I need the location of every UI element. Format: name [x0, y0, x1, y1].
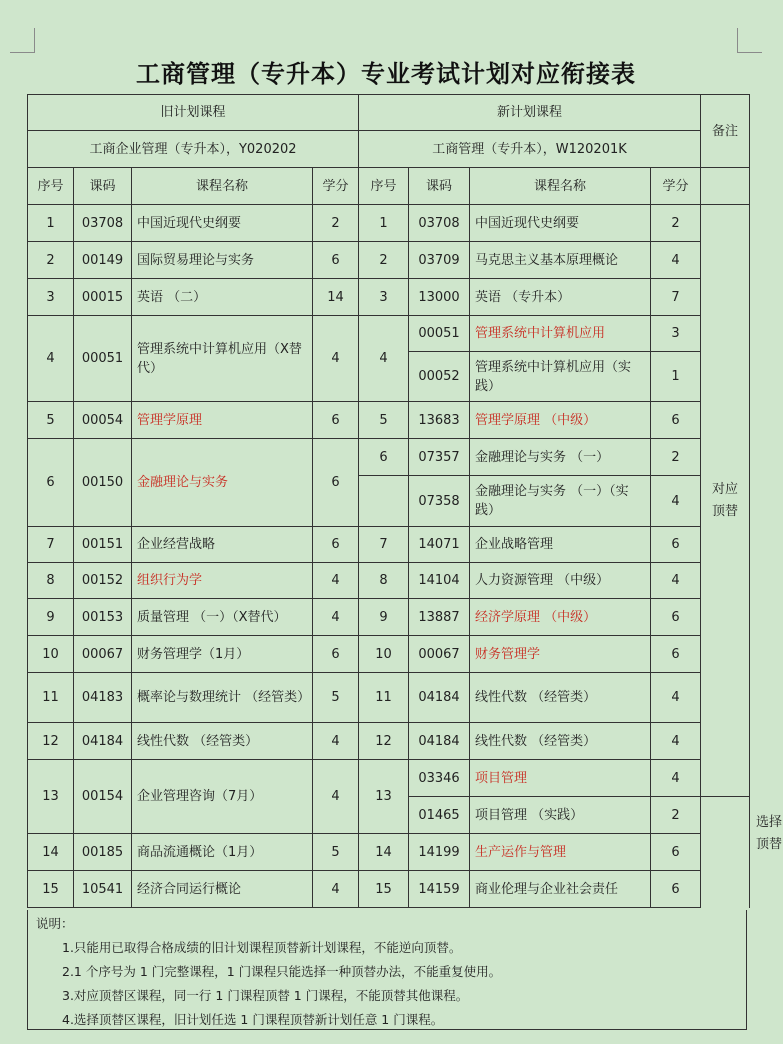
- new-course: 金融理论与实务 （一）（实践）: [470, 476, 651, 527]
- table-row: [28, 279, 750, 316]
- old-seq: 15: [28, 871, 74, 908]
- new-credit: 6: [651, 527, 701, 563]
- new-code: 07358: [409, 476, 470, 527]
- new-code: 03346: [409, 760, 470, 797]
- new-credit: 4: [651, 760, 701, 797]
- new-seq: 11: [359, 673, 409, 723]
- remark-replace: [701, 205, 750, 797]
- old-course: 国际贸易理论与实务: [132, 242, 313, 279]
- old-code: 00150: [74, 439, 132, 527]
- old-seq: 3: [28, 279, 74, 316]
- new-credit: 4: [651, 723, 701, 760]
- new-course: 财务管理学: [470, 636, 651, 673]
- old-seq: 9: [28, 599, 74, 636]
- new-course: 生产运作与管理: [470, 834, 651, 871]
- old-credit: 6: [313, 402, 359, 439]
- new-seq: 15: [359, 871, 409, 908]
- new-code: 14199: [409, 834, 470, 871]
- col-code-new: 课码: [409, 168, 470, 205]
- old-credit: 5: [313, 673, 359, 723]
- note-item: 2.1 个序号为 1 门完整课程，1 门课程只能选择一种顶替办法，不能重复使用。: [62, 964, 502, 979]
- old-credit: 4: [313, 760, 359, 834]
- old-course: 线性代数 （经管类）: [132, 723, 313, 760]
- new-credit: 6: [651, 599, 701, 636]
- old-credit: 6: [313, 439, 359, 527]
- remark-header: 备注: [701, 95, 750, 168]
- note-item: 1.只能用已取得合格成绩的旧计划课程顶替新计划课程，不能逆向顶替。: [62, 940, 462, 955]
- old-credit: 14: [313, 279, 359, 316]
- new-code: 13000: [409, 279, 470, 316]
- old-course: 经济合同运行概论: [132, 871, 313, 908]
- new-code: 01465: [409, 797, 470, 834]
- table-row: [28, 402, 750, 439]
- new-credit: 4: [651, 673, 701, 723]
- old-seq: 1: [28, 205, 74, 242]
- old-code: 03708: [74, 205, 132, 242]
- page-title: 工商管理（专升本）专业考试计划对应衔接表: [136, 60, 636, 88]
- new-course: 人力资源管理 （中级）: [470, 563, 651, 599]
- old-seq: 13: [28, 760, 74, 834]
- table-row: [28, 316, 750, 352]
- new-credit: 6: [651, 871, 701, 908]
- old-course: 管理系统中计算机应用（X替代）: [132, 316, 313, 402]
- old-course: 企业经营战略: [132, 527, 313, 563]
- old-seq: 7: [28, 527, 74, 563]
- old-code: 04183: [74, 673, 132, 723]
- old-credit: 6: [313, 636, 359, 673]
- old-code: 00054: [74, 402, 132, 439]
- old-seq: 5: [28, 402, 74, 439]
- new-seq-blank: [359, 476, 409, 527]
- old-code: 04184: [74, 723, 132, 760]
- new-credit: 6: [651, 834, 701, 871]
- old-course: 金融理论与实务: [132, 439, 313, 527]
- new-course: 项目管理: [470, 760, 651, 797]
- new-seq: 10: [359, 636, 409, 673]
- old-major: 工商企业管理（专升本），Y020202: [28, 131, 359, 168]
- old-credit: 6: [313, 242, 359, 279]
- new-seq: 4: [359, 316, 409, 402]
- old-code: 00154: [74, 760, 132, 834]
- old-code: 00015: [74, 279, 132, 316]
- new-plan-header: 新计划课程: [359, 95, 701, 131]
- new-seq: 1: [359, 205, 409, 242]
- old-course: 商品流通概论（1月）: [132, 834, 313, 871]
- new-code: 04184: [409, 723, 470, 760]
- old-course: 企业管理咨询（7月）: [132, 760, 313, 834]
- old-seq: 4: [28, 316, 74, 402]
- table-row: [28, 673, 750, 723]
- new-code: 07357: [409, 439, 470, 476]
- new-course: 金融理论与实务 （一）: [470, 439, 651, 476]
- old-course: 概率论与数理统计 （经管类）: [132, 673, 313, 723]
- notes-section: [27, 910, 747, 1030]
- new-credit: 2: [651, 797, 701, 834]
- new-code: 00051: [409, 316, 470, 352]
- new-course: 企业战略管理: [470, 527, 651, 563]
- new-seq: 12: [359, 723, 409, 760]
- col-credit-new: 学分: [651, 168, 701, 205]
- new-credit: 7: [651, 279, 701, 316]
- new-credit: 4: [651, 476, 701, 527]
- col-code-old: 课码: [74, 168, 132, 205]
- old-credit: 6: [313, 527, 359, 563]
- mapping-table: [27, 94, 783, 908]
- table-row: [28, 636, 750, 673]
- old-seq: 2: [28, 242, 74, 279]
- new-code: 03708: [409, 205, 470, 242]
- old-course: 财务管理学（1月）: [132, 636, 313, 673]
- note-item: 4.选择顶替区课程，旧计划任选 1 门课程顶替新计划任意 1 门课程。: [62, 1012, 444, 1027]
- new-course: 马克思主义基本原理概论: [470, 242, 651, 279]
- old-course: 中国近现代史纲要: [132, 205, 313, 242]
- new-code: 13887: [409, 599, 470, 636]
- new-code: 00067: [409, 636, 470, 673]
- new-code: 04184: [409, 673, 470, 723]
- new-course: 管理系统中计算机应用（实践）: [470, 352, 651, 402]
- new-course: 中国近现代史纲要: [470, 205, 651, 242]
- new-course: 管理系统中计算机应用: [470, 316, 651, 352]
- new-seq: 5: [359, 402, 409, 439]
- new-seq: 6: [359, 439, 409, 476]
- new-course: 经济学原理 （中级）: [470, 599, 651, 636]
- old-plan-header: 旧计划课程: [28, 95, 359, 131]
- new-code: 14104: [409, 563, 470, 599]
- old-credit: 4: [313, 599, 359, 636]
- old-seq: 12: [28, 723, 74, 760]
- new-code: 00052: [409, 352, 470, 402]
- table-row: [28, 242, 750, 279]
- remark-select-text: 选择顶替: [756, 814, 783, 852]
- new-code: 03709: [409, 242, 470, 279]
- table-row: [28, 439, 750, 476]
- old-credit: 4: [313, 316, 359, 402]
- new-credit: 2: [651, 439, 701, 476]
- old-credit: 4: [313, 563, 359, 599]
- new-code: 13683: [409, 402, 470, 439]
- new-code: 14071: [409, 527, 470, 563]
- old-code: 00153: [74, 599, 132, 636]
- old-course: 组织行为学: [132, 563, 313, 599]
- table-row: [28, 599, 750, 636]
- old-credit: 5: [313, 834, 359, 871]
- table-row: [28, 205, 750, 242]
- old-code: 00051: [74, 316, 132, 402]
- table-row: [28, 871, 750, 908]
- col-name-old: 课程名称: [132, 168, 313, 205]
- old-code: 00152: [74, 563, 132, 599]
- new-credit: 1: [651, 352, 701, 402]
- new-course: 线性代数 （经管类）: [470, 673, 651, 723]
- table-row: [28, 760, 750, 797]
- remark-blank: [701, 168, 750, 205]
- old-seq: 11: [28, 673, 74, 723]
- new-credit: 2: [651, 205, 701, 242]
- new-seq: 2: [359, 242, 409, 279]
- old-code: 00149: [74, 242, 132, 279]
- new-seq: 3: [359, 279, 409, 316]
- old-course: 管理学原理: [132, 402, 313, 439]
- old-code: 00185: [74, 834, 132, 871]
- new-credit: 4: [651, 242, 701, 279]
- note-item: 3.对应顶替区课程，同一行 1 门课程顶替 1 门课程，不能顶替其他课程。: [62, 988, 469, 1003]
- new-seq: 13: [359, 760, 409, 834]
- old-code: 10541: [74, 871, 132, 908]
- old-course: 英语 （二）: [132, 279, 313, 316]
- old-credit: 2: [313, 205, 359, 242]
- old-seq: 6: [28, 439, 74, 527]
- table-row: [28, 723, 750, 760]
- old-credit: 4: [313, 723, 359, 760]
- new-course: 管理学原理 （中级）: [470, 402, 651, 439]
- old-seq: 14: [28, 834, 74, 871]
- new-seq: 14: [359, 834, 409, 871]
- new-credit: 4: [651, 563, 701, 599]
- new-course: 线性代数 （经管类）: [470, 723, 651, 760]
- new-seq: 8: [359, 563, 409, 599]
- new-credit: 6: [651, 636, 701, 673]
- old-credit: 4: [313, 871, 359, 908]
- new-course: 商业伦理与企业社会责任: [470, 871, 651, 908]
- old-seq: 8: [28, 563, 74, 599]
- table-row: [28, 834, 750, 871]
- col-seq-old: 序号: [28, 168, 74, 205]
- old-course: 质量管理 （一）（X替代）: [132, 599, 313, 636]
- col-credit-old: 学分: [313, 168, 359, 205]
- old-code: 00151: [74, 527, 132, 563]
- new-course: 英语 （专升本）: [470, 279, 651, 316]
- table-row: [28, 563, 750, 599]
- old-seq: 10: [28, 636, 74, 673]
- old-code: 00067: [74, 636, 132, 673]
- notes-label: 说明：: [36, 916, 74, 931]
- new-seq: 7: [359, 527, 409, 563]
- remark-replace-text: 对应顶替: [712, 481, 739, 519]
- new-code: 14159: [409, 871, 470, 908]
- new-seq: 9: [359, 599, 409, 636]
- page-corner-mark-right: [737, 28, 762, 53]
- new-course: 项目管理 （实践）: [470, 797, 651, 834]
- col-seq-new: 序号: [359, 168, 409, 205]
- table-row: [28, 527, 750, 563]
- new-credit: 6: [651, 402, 701, 439]
- new-major: 工商管理（专升本），W120201K: [359, 131, 701, 168]
- page-corner-mark-left: [10, 28, 35, 53]
- col-name-new: 课程名称: [470, 168, 651, 205]
- new-credit: 3: [651, 316, 701, 352]
